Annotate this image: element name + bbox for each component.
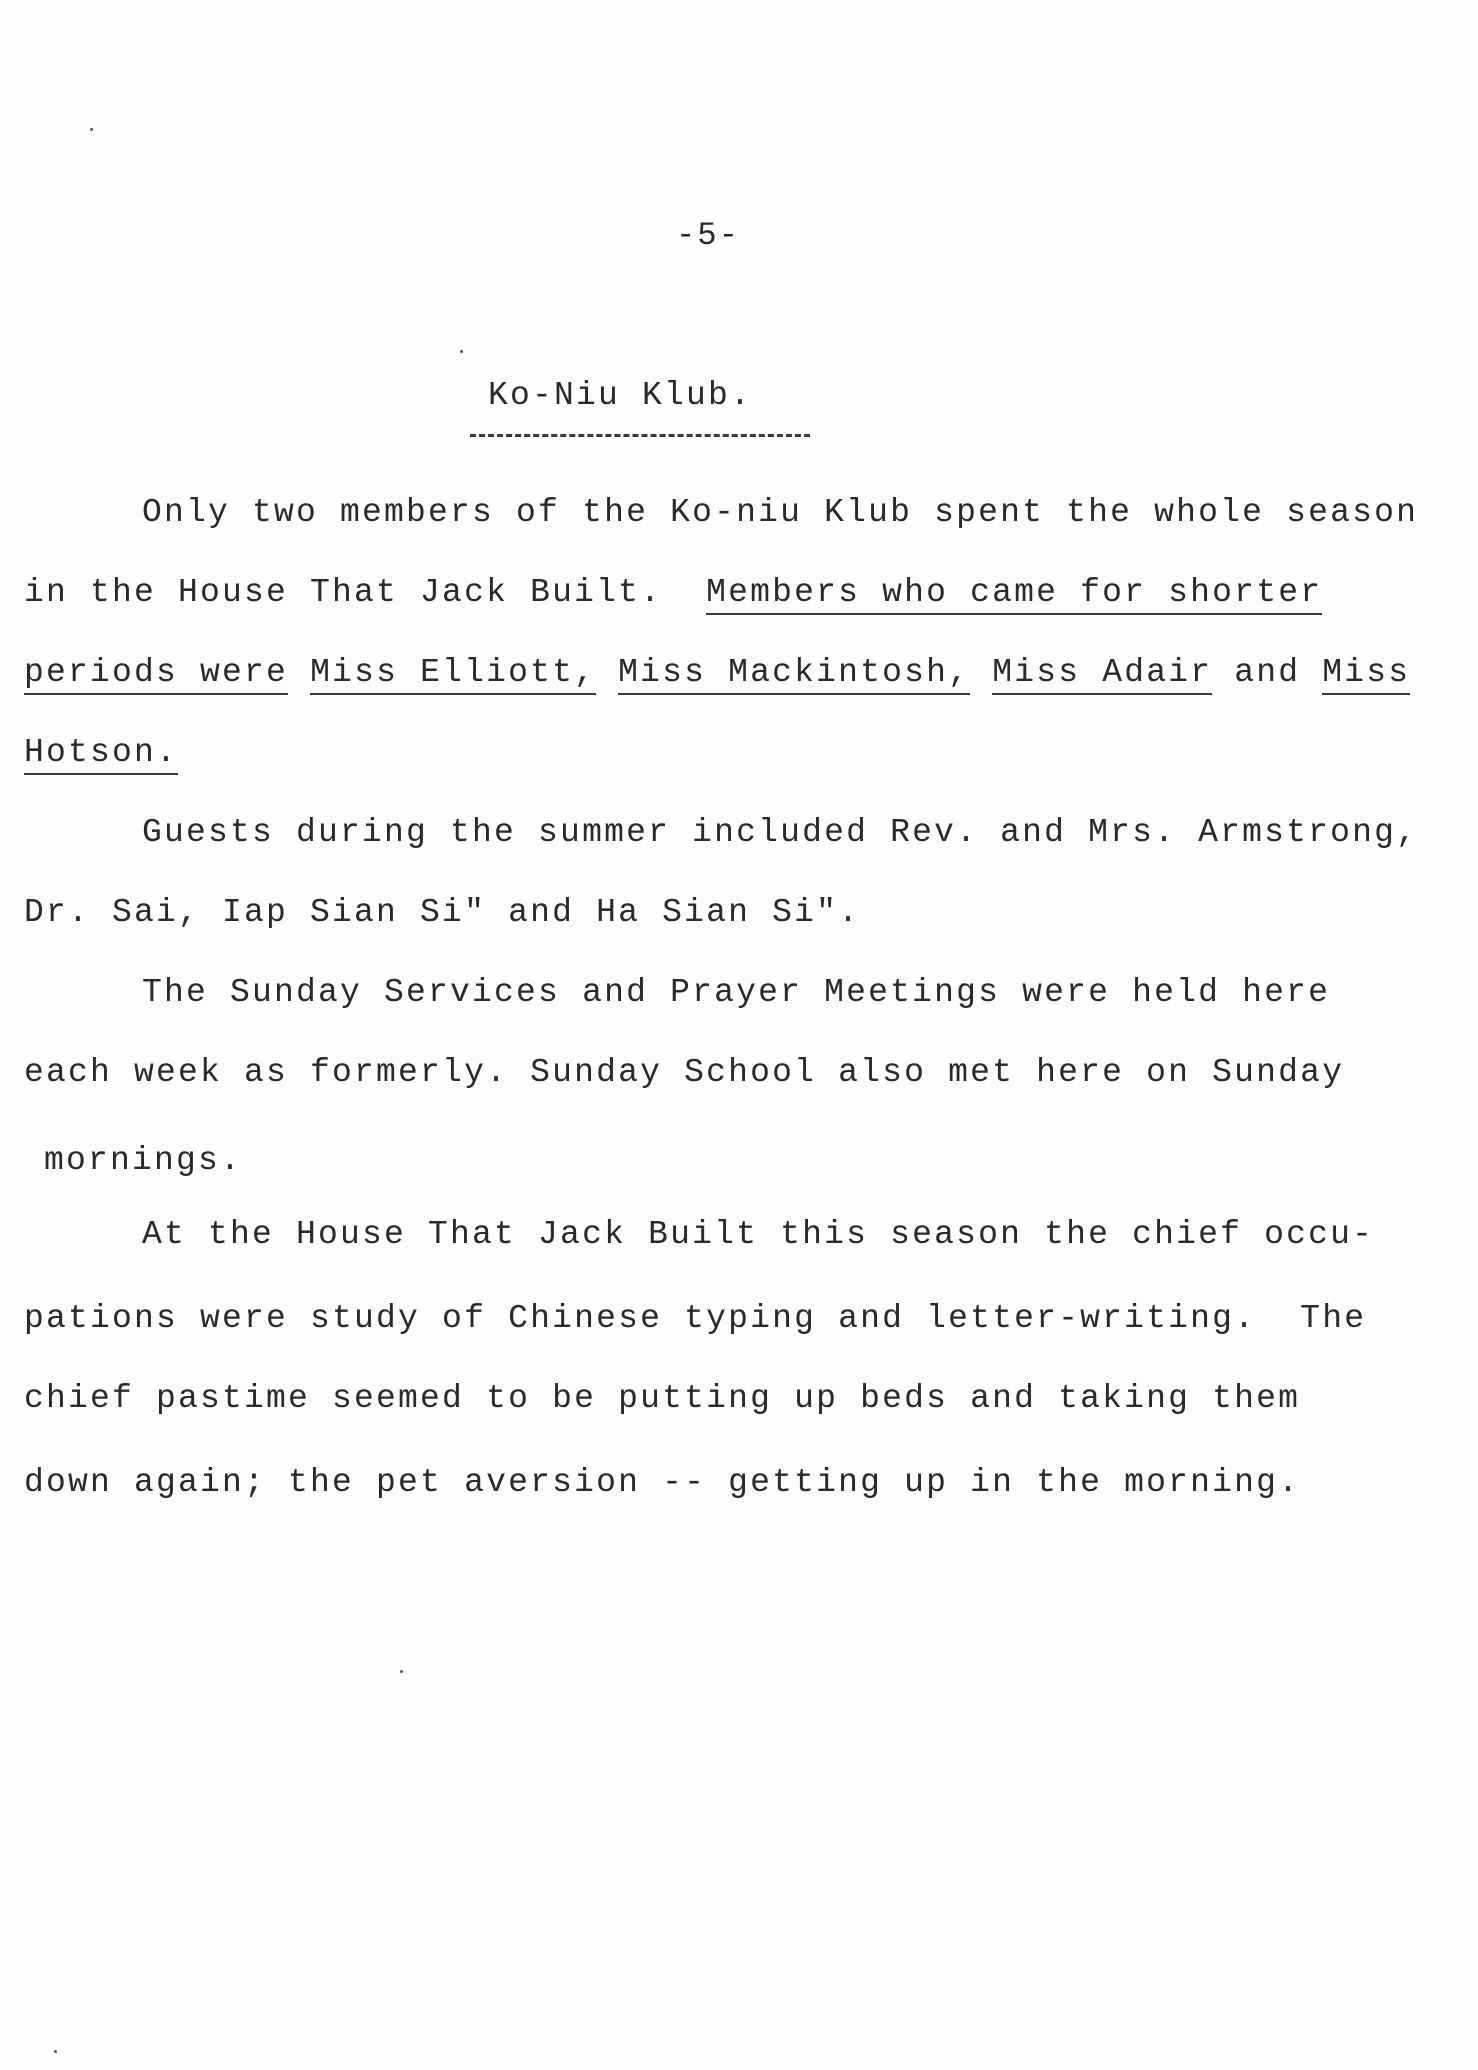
paragraph-2-line-1: Guests during the summer included Rev. and Mrs. Armstrong, xyxy=(142,814,1419,851)
underlined-phrase-shorter-periods: Members who came for shorter xyxy=(706,574,1322,615)
conjunction-and: and xyxy=(1234,654,1301,691)
paragraph-2-line-2: Dr. Sai, Iap Sian Si" and Ha Sian Si". xyxy=(24,894,861,931)
underlined-word-miss: Miss xyxy=(1322,654,1410,695)
paragraph-3-line-3: mornings. xyxy=(44,1142,243,1179)
paragraph-4-line-2: pations were study of Chinese typing and letter-writing. The xyxy=(24,1300,1367,1337)
paragraph-1-line-1: Only two members of the Ko-niu Klub spent the whole season xyxy=(142,494,1419,531)
paragraph-4-line-1: At the House That Jack Built this season the chief occu- xyxy=(142,1216,1375,1253)
underlined-name-elliott: Miss Elliott, xyxy=(310,654,596,695)
page-number: -5- xyxy=(676,217,741,254)
paragraph-1-line-3 xyxy=(24,653,1410,693)
underlined-name-hotson: Hotson. xyxy=(24,734,178,775)
paper-speck xyxy=(90,128,93,131)
section-title: Ko-Niu Klub. xyxy=(488,377,753,414)
paragraph-1-line-4 xyxy=(24,733,178,773)
paper-speck xyxy=(400,1670,403,1673)
paragraph-3-line-1: The Sunday Services and Prayer Meetings were held here xyxy=(142,974,1331,1011)
paper-speck xyxy=(54,2050,57,2053)
underlined-phrase-periods-were: periods were xyxy=(24,654,288,695)
paragraph-1-line-2-text: in the House That Jack Built. xyxy=(24,574,663,611)
paragraph-3-line-2: each week as formerly. Sunday School also met here on Sunday xyxy=(24,1054,1345,1091)
underlined-name-adair: Miss Adair xyxy=(992,654,1212,695)
paragraph-4-line-3: chief pastime seemed to be putting up beds and taking them xyxy=(24,1380,1301,1417)
paragraph-1-line-2 xyxy=(24,573,1322,613)
paper-speck xyxy=(460,350,463,353)
paragraph-4-line-4: down again; the pet aversion -- getting up in the morning. xyxy=(24,1464,1301,1501)
title-underline xyxy=(470,434,810,437)
underlined-name-mackintosh: Miss Mackintosh, xyxy=(618,654,970,695)
